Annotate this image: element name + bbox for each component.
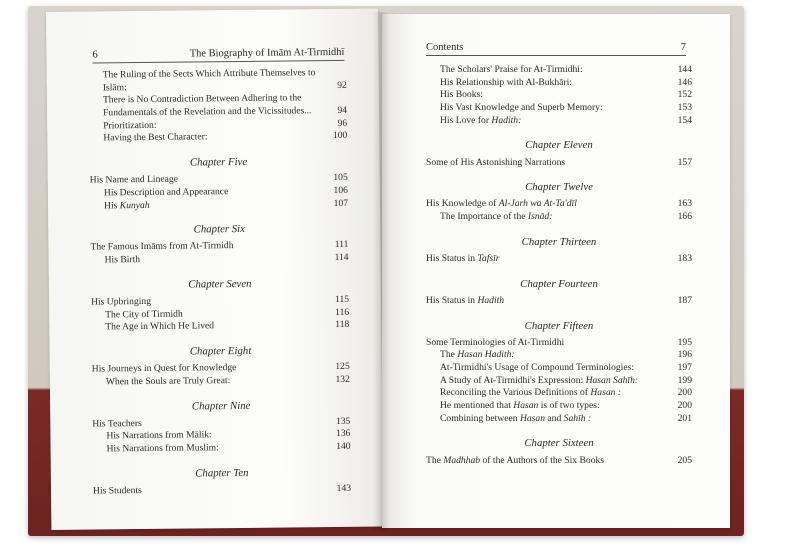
toc-entry-page-number: 166: [677, 211, 692, 223]
right-toc-entry[interactable]: [426, 77, 692, 90]
right-toc-entry[interactable]: [426, 295, 692, 308]
toc-entry-text: The Age in Which He Lived: [105, 320, 215, 333]
toc-entry-page-number: 105: [333, 172, 348, 184]
toc-entry-title: [426, 198, 664, 211]
right-page: [382, 14, 730, 528]
right-chapter-heading: Chapter Fifteen: [524, 319, 594, 332]
left-toc-entry[interactable]: [91, 319, 349, 334]
toc-entry-title: [426, 295, 664, 308]
right-chapter-heading: Chapter Twelve: [525, 181, 593, 194]
toc-entry-page-number: 197: [677, 362, 692, 374]
left-toc-entry[interactable]: [93, 441, 351, 456]
right-toc-entry[interactable]: [426, 253, 692, 266]
toc-entry-text: His Status in: [426, 294, 478, 306]
toc-entry-text: His Teachers: [92, 417, 142, 430]
toc-entry-italic-term: Hasan :: [590, 387, 622, 399]
toc-entry-page-number: 132: [335, 373, 350, 385]
toc-entry-page-number: 115: [334, 293, 350, 305]
toc-entry-text: His Status in: [426, 253, 478, 264]
left-toc-entry[interactable]: [89, 67, 347, 95]
left-toc-entry[interactable]: [89, 92, 347, 120]
toc-entry-text: When the Souls are Truly Great:: [105, 374, 231, 388]
toc-entry-page-number: 196: [677, 349, 692, 361]
toc-entry-title: [440, 375, 664, 388]
toc-entry-text: His Vast Knowledge and Superb Memory:: [440, 101, 603, 113]
right-toc-entry[interactable]: [426, 102, 692, 115]
toc-entry-title: [440, 115, 664, 128]
toc-entry-italic-term: Hadith: [477, 294, 505, 306]
toc-entry-page-number: 111: [334, 239, 349, 251]
toc-entry-italic-term: Al-Jarh wa At-Ta'dīl: [498, 198, 577, 210]
right-toc-entry[interactable]: [426, 375, 692, 388]
toc-entry-page-number: 157: [677, 156, 692, 168]
left-chapter-heading: Chapter Nine: [191, 399, 251, 412]
toc-entry-text: Combining between: [440, 412, 520, 424]
toc-entry-page-number: 116: [335, 306, 350, 318]
toc-entry-italic-term: Madhhab: [443, 454, 481, 466]
toc-entry-page-number: 96: [337, 117, 348, 129]
right-chapter-heading: Chapter Eleven: [525, 139, 593, 152]
toc-entry-page-number: 144: [677, 64, 692, 75]
left-page-number: 6: [92, 49, 98, 61]
toc-entry-title: [107, 441, 323, 456]
toc-entry-text: Reconciling the Various Definitions of: [440, 387, 591, 399]
toc-entry-page-number: 152: [677, 89, 692, 101]
toc-entry-text: The City of Tirmidh: [105, 308, 183, 321]
toc-entry-title: [105, 319, 321, 334]
toc-entry-text: The Importance of the: [440, 211, 528, 223]
toc-entry-page-number: 125: [335, 361, 350, 373]
toc-entry-text: His Narrations from Muslim:: [106, 442, 219, 455]
right-toc: [426, 64, 692, 467]
toc-entry-title: [440, 387, 664, 400]
toc-entry-text-suffix: and: [545, 412, 564, 424]
toc-entry-italic-term: Isnād:: [527, 211, 553, 223]
toc-entry-page-number: 92: [337, 79, 347, 91]
toc-entry-title: [440, 362, 664, 375]
toc-entry-title: [440, 64, 664, 77]
toc-entry-title: [103, 92, 319, 120]
toc-entry-text: Having the Best Character:: [103, 131, 208, 144]
right-toc-entry[interactable]: [426, 89, 692, 102]
left-toc-entry[interactable]: [93, 483, 351, 498]
toc-entry-italic-term: Hasan: [519, 412, 545, 424]
toc-entry-page-number: 94: [337, 104, 348, 116]
right-page-number: 7: [680, 42, 686, 53]
toc-entry-page-number: 135: [335, 415, 351, 427]
toc-entry-page-number: 183: [677, 253, 692, 264]
right-toc-entry[interactable]: [426, 115, 692, 128]
toc-entry-text: At-Tirmidhi's Usage of Compound Terminologies:: [440, 362, 634, 374]
toc-entry-text: His Books:: [440, 89, 483, 101]
toc-entry-text: His Narrations from Mālik:: [106, 429, 212, 442]
toc-entry-text: A Study of At-Tirmidhi's Expression:: [440, 374, 586, 386]
toc-entry-text: The: [426, 454, 444, 466]
right-toc-entry[interactable]: [426, 455, 692, 468]
toc-entry-page-number: 201: [677, 412, 692, 424]
toc-entry-title: [440, 400, 664, 413]
toc-entry-text: His Knowledge of: [426, 198, 499, 210]
toc-entry-page-number: 107: [333, 197, 349, 209]
right-toc-entry[interactable]: [426, 64, 692, 77]
toc-entry-page-number: 195: [677, 336, 692, 348]
toc-entry-text: His Love for: [440, 114, 492, 126]
toc-entry-text-suffix: of the Authors of the Six Books: [480, 454, 605, 466]
toc-entry-title: [106, 374, 322, 389]
right-toc-entry[interactable]: [426, 349, 692, 362]
toc-entry-text: His Description and Appearance: [103, 185, 229, 199]
left-toc-entry[interactable]: [92, 374, 350, 389]
toc-entry-title: [440, 211, 664, 224]
left-toc: [89, 67, 351, 498]
toc-entry-italic-term: Hasan Hadith:: [457, 349, 515, 361]
left-chapter-heading: Chapter Eight: [189, 344, 252, 358]
right-toc-entry[interactable]: [426, 198, 692, 211]
left-toc-entry[interactable]: [89, 130, 347, 145]
toc-entry-text: His: [103, 199, 120, 211]
toc-entry-page-number: 146: [677, 76, 692, 88]
right-chapter-heading: Chapter Fourteen: [520, 277, 598, 290]
toc-entry-title: [93, 483, 323, 498]
toc-entry-title: [440, 89, 664, 102]
toc-entry-page-number: 200: [677, 400, 692, 412]
toc-entry-page-number: 205: [677, 454, 692, 466]
left-chapter-heading: Chapter Ten: [195, 466, 249, 480]
toc-entry-title: [426, 337, 664, 350]
toc-entry-text: Some of His Astonishing Narrations: [426, 156, 566, 168]
toc-entry-title: [426, 253, 664, 266]
right-chapter-heading: Chapter Thirteen: [521, 235, 597, 248]
right-toc-entry[interactable]: [426, 400, 692, 413]
right-chapter-heading: Chapter Sixteen: [524, 437, 594, 450]
toc-entry-page-number: 143: [336, 482, 352, 494]
toc-entry-title: [440, 77, 664, 90]
right-toc-entry[interactable]: [426, 362, 692, 375]
toc-entry-italic-term: Kunyah: [119, 199, 150, 211]
toc-entry-text: The Famous Imāms from At-Tirmidh: [90, 240, 234, 253]
toc-entry-text: The Ruling of the Sects Which Attribute Themselves to Islām:: [102, 67, 316, 94]
book-gutter: [372, 12, 390, 532]
left-chapter-heading: Chapter Seven: [188, 277, 252, 291]
toc-entry-text: His Relationship with Al-Bukhāri:: [440, 76, 572, 88]
toc-entry-italic-term: Hadith:: [491, 114, 522, 126]
toc-entry-italic-term: Hasan: [513, 400, 539, 412]
toc-entry-page-number: 114: [334, 251, 349, 264]
toc-entry-text: Prioritization:: [103, 119, 157, 132]
toc-entry-page-number: 153: [677, 101, 692, 113]
toc-entry-title: [440, 102, 664, 115]
left-toc-entry[interactable]: [91, 252, 349, 267]
left-chapter-heading: Chapter Six: [193, 223, 245, 236]
toc-entry-page-number: 154: [677, 114, 692, 126]
toc-entry-text-suffix: is of two types:: [538, 400, 600, 412]
toc-entry-text: His Students: [92, 484, 142, 497]
toc-entry-title: [105, 252, 321, 267]
right-toc-entry[interactable]: [426, 337, 692, 350]
right-running-title: Contents: [426, 42, 464, 53]
left-toc-entry[interactable]: [90, 197, 348, 212]
toc-entry-text: Some Terminologies of At-Tirmidhi: [426, 336, 565, 348]
toc-entry-page-number: 200: [677, 387, 692, 399]
left-running-title: The Biography of Imām At-Tirmidhī: [189, 46, 345, 60]
toc-entry-title: [426, 157, 664, 170]
toc-entry-italic-term: Tafsīr: [477, 253, 500, 264]
toc-entry-text: His Name and Lineage: [89, 173, 179, 186]
toc-entry-page-number: 140: [336, 440, 351, 453]
toc-entry-text: The: [440, 349, 458, 361]
toc-entry-page-number: 163: [677, 198, 692, 210]
toc-entry-text: There is No Contradiction Between Adhering to the Fundamentals of the Revelation and the Vicissitudes...: [102, 92, 312, 119]
toc-entry-title: [440, 349, 664, 362]
right-toc-entry[interactable]: [426, 413, 692, 426]
left-chapter-heading: Chapter Five: [189, 155, 248, 169]
right-toc-entry[interactable]: [426, 211, 692, 224]
toc-entry-title: [103, 67, 319, 95]
toc-entry-title: [103, 130, 319, 145]
left-page: [46, 9, 383, 530]
toc-entry-italic-term: Sahīh :: [563, 412, 592, 424]
toc-entry-text: His Upbringing: [90, 295, 152, 308]
toc-entry-page-number: 100: [332, 130, 348, 142]
toc-entry-text: His Birth: [104, 254, 141, 266]
toc-entry-title: [426, 455, 664, 468]
toc-entry-page-number: 187: [677, 294, 692, 306]
toc-entry-text: His Journeys in Quest for Knowledge: [91, 362, 237, 375]
toc-entry-page-number: 199: [677, 374, 692, 386]
toc-entry-page-number: 106: [333, 184, 348, 196]
toc-entry-title: [104, 198, 320, 213]
toc-entry-title: [440, 413, 664, 426]
toc-entry-page-number: 118: [335, 319, 350, 331]
right-page-header: [426, 42, 686, 56]
toc-entry-text: The Scholars' Praise for At-Tirmidhi:: [440, 64, 583, 75]
toc-entry-text: He mentioned that: [440, 400, 514, 412]
left-page-header: [92, 47, 344, 64]
toc-entry-page-number: 136: [335, 428, 351, 440]
right-toc-entry[interactable]: [426, 387, 692, 400]
toc-entry-italic-term: Hasan Sahīh:: [585, 374, 639, 386]
right-toc-entry[interactable]: [426, 157, 692, 170]
